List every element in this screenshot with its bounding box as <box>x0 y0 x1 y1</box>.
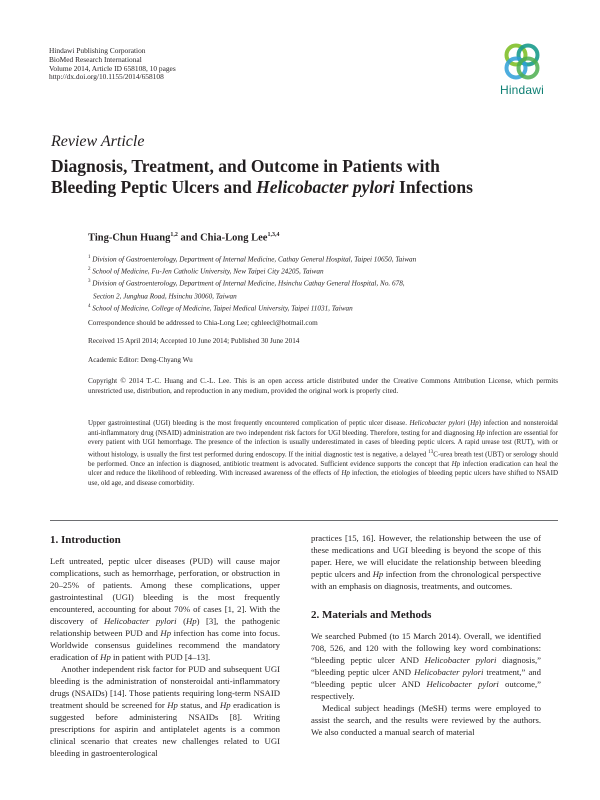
doi-link[interactable]: http://dx.doi.org/10.1155/2014/658108 <box>49 72 164 82</box>
logo-wordmark: Hindawi <box>499 83 545 97</box>
affiliation-continued: Section 2, Junghua Road, Hsinchu 30060, Taiwan <box>93 291 237 300</box>
intro-paragraph-1: Left untreated, peptic ulcer diseases (PUD) will cause major complications, such as hemorrhage, perforation, or obstruction in 20–25% of patients. Among these complications, upper gastrointestinal (UGI) bleeding is the most frequently encountered, accounting for about 70% of cases [1, 2]. With the discovery of Helicobacter pylori (Hp) [3], the pathogenic relationship between PUD and Hp infection has come into focus. Worldwide consensus guidelines recommend the mandatory eradication of Hp in patient with PUD [4–13]. <box>50 556 280 662</box>
affiliation: $^2$ School of Medicine, Fu-Jen Catholic University, New Taipei City 24205, Taiwan <box>88 267 324 276</box>
intro-paragraph-continued: practices [15, 16]. However, the relationship between the use of these medications and UGI bleeding is beyond the scope of this paper. Here, we will elucidate the relationship between bleeding peptic ulcers and Hp infection from the chronological perspective with an emphasis on diagnosis, treatments, and outcomes. <box>311 533 541 591</box>
intro-paragraph-2: Another independent risk factor for PUD and subsequent UGI bleeding is the administration of nonsteroidal anti-inflammatory drugs (NSAIDs) [14]. Those patients requiring long-term NSAID treatment should be screened for Hp status, and Hp eradication is suggested before administering NSAIDs [8]. Writing prescriptions for aspirin and antiplatelet agents is a common clinical scenario that creates new challenges related to UGI bleeding in gastroenterological <box>50 664 280 758</box>
article-title <box>51 156 551 198</box>
affiliation: $^4$ School of Medicine, College of Medicine, Taipei Medical University, Taipei 11031, Taiwan <box>88 303 353 313</box>
affiliation: $^1$ Division of Gastroenterology, Department of Internal Medicine, Cathay General Hospital, Taipei 10650, Taiwan <box>88 255 417 264</box>
article-type: Review Article <box>51 133 145 150</box>
section-divider <box>50 520 558 521</box>
journal-info <box>49 47 176 82</box>
title-line-1: Diagnosis, Treatment, and Outcome in Patients with <box>51 156 440 176</box>
left-column <box>50 534 280 759</box>
intro-heading: 1. Introduction <box>50 534 121 546</box>
methods-paragraph-2: Medical subject headings (MeSH) terms were employed to assist the search, and the results were reviewed by the authors. We also conducted a manual search of material <box>311 703 541 737</box>
copyright-notice: Copyright © 2014 T.-C. Huang and C.-L. Lee. This is an open access article distributed under the Creative Commons Attribution License, which permits unrestricted use, distribution, and reproduction in any medium, provided the original work is properly cited. <box>88 377 558 395</box>
affiliations <box>88 253 558 314</box>
author-1: Ting-Chun Huang <box>88 232 171 244</box>
article-dates: Received 15 April 2014; Accepted 10 June 2014; Published 30 June 2014 <box>88 337 300 345</box>
author-2: Chia-Long Lee <box>200 232 268 244</box>
volume-info: Volume 2014, Article ID 658108, 10 pages <box>49 63 176 73</box>
author-list: Ting-Chun Huang$^{1,2}$ and Chia-Long Lee$^{1,3,4}$ <box>88 232 280 244</box>
methods-heading: 2. Materials and Methods <box>311 609 432 621</box>
hindawi-logo <box>487 42 557 97</box>
academic-editor: Academic Editor: Deng-Chyang Wu <box>88 356 193 364</box>
affiliation: $^3$ Division of Gastroenterology, Department of Internal Medicine, Hsinchu Cathay General Hospital, No. 678, <box>88 279 405 288</box>
methods-paragraph-1: We searched Pubmed (to 15 March 2014). Overall, we identified 708, 526, and 120 with the following key word combinations: “bleeding peptic ulcer AND Helicobacter pylori diagnosis,” “bleeding peptic ulcer AND Helicobacter pylori treatment,” and “bleeding peptic ulcer AND Helicobacter pylori outcome,” respectively. <box>311 631 541 701</box>
publisher: Hindawi Publishing Corporation <box>49 46 146 55</box>
hindawi-rings-icon <box>499 42 545 82</box>
abstract <box>88 419 558 488</box>
right-column <box>311 532 541 738</box>
abstract-text: Upper gastrointestinal (UGI) bleeding is the most frequently encountered complication of peptic ulcer disease. Helicobacter pylori (Hp) infection and nonsteroidal anti-inflammatory drug (NSAID) administration are two independent risk factors for UGI bleeding. Therefore, testing for and diagnosing Hp infection are essential for every patient with UGI hemorrhage. The presence of the infection is usually underestimated in cases of bleeding peptic ulcers. A rapid urease test (RUT), with or without histology, is usually the first test performed during endoscopy. If the initial diagnostic test is negative, a delayed $^{13}$C-urea breath test (UBT) or serology should be performed. Once an infection is diagnosed, antibiotic treatment is advocated. Sufficient evidence supports the concept that Hp infection eradication can heal the ulcer and reduce the likelihood of rebleeding. With increased awareness of the effects of Hp infection, the etiologies of bleeding peptic ulcers have shifted to NSAID use, old age, and disease comorbidity. <box>88 419 559 487</box>
title-line-2: Bleeding Peptic Ulcers and Helicobacter pylori Infections <box>51 177 473 197</box>
correspondence: Correspondence should be addressed to Chia-Long Lee; cghleecl@hotmail.com <box>88 319 318 327</box>
journal-name: BioMed Research International <box>49 54 142 64</box>
